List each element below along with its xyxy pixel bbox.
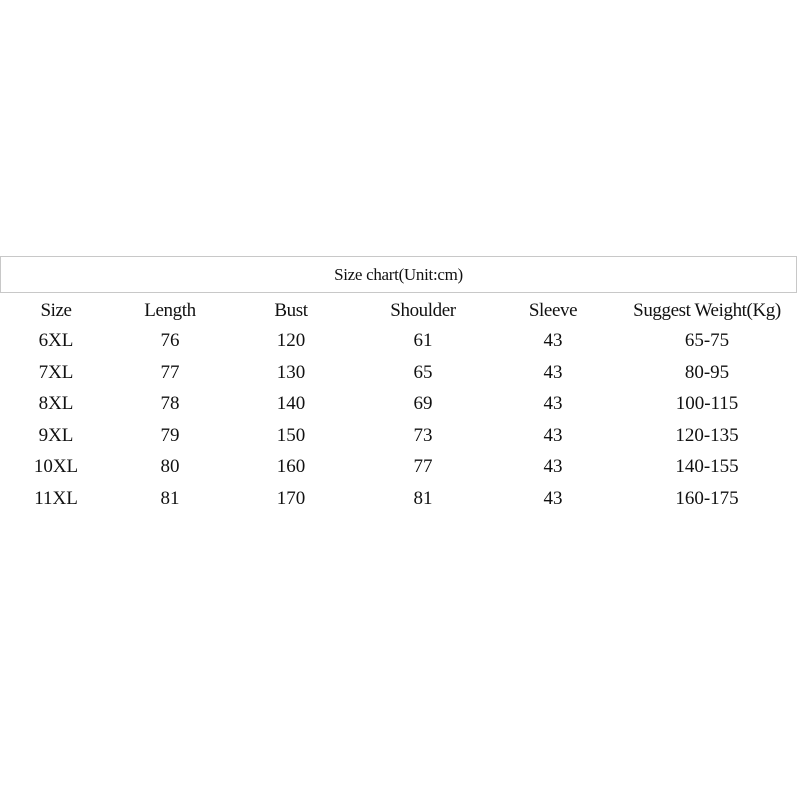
cell-size: 7XL [38,361,74,383]
cell-bust: 130 [276,361,306,383]
cell-length: 79 [160,424,180,446]
cell-size: 10XL [33,456,79,478]
cell-suggest-weight: 80-95 [684,361,730,383]
cell-shoulder: 69 [413,393,433,415]
cell-suggest-weight: 65-75 [684,330,730,351]
cell-bust: 150 [276,424,306,446]
size-chart-title: Size chart(Unit:cm) [0,256,797,293]
cell-shoulder: 77 [413,456,433,478]
header-sleeve: Sleeve [528,300,578,321]
table-row [0,484,800,516]
cell-sleeve: 43 [543,424,563,446]
cell-sleeve: 43 [543,393,563,415]
size-table [0,296,800,516]
table-row [0,358,800,390]
header-shoulder: Shoulder [390,300,456,321]
cell-sleeve: 43 [543,487,563,509]
cell-suggest-weight: 140-155 [675,456,739,478]
header-size: Size [40,300,72,321]
cell-shoulder: 73 [413,424,433,446]
cell-suggest-weight: 160-175 [675,487,739,509]
cell-size: 8XL [38,393,74,415]
cell-length: 76 [160,330,180,351]
cell-bust: 170 [276,487,306,509]
cell-suggest-weight: 120-135 [675,424,739,446]
cell-shoulder: 61 [413,330,433,351]
cell-size: 9XL [38,424,74,446]
table-header-row [0,296,800,326]
cell-length: 78 [160,393,180,415]
cell-bust: 120 [276,330,306,351]
table-row [0,326,800,358]
header-suggest-weight: Suggest Weight(Kg) [633,300,781,321]
cell-sleeve: 43 [543,456,563,478]
header-bust: Bust [274,300,308,321]
cell-sleeve: 43 [543,361,563,383]
table-row [0,389,800,421]
table-row [0,452,800,484]
cell-length: 80 [160,456,180,478]
cell-bust: 160 [276,456,306,478]
cell-size: 11XL [34,487,78,509]
cell-shoulder: 81 [413,487,433,509]
cell-bust: 140 [276,393,306,415]
header-length: Length [144,300,196,321]
table-row [0,421,800,453]
cell-length: 81 [160,487,180,509]
cell-size: 6XL [38,330,74,351]
cell-shoulder: 65 [413,361,433,383]
cell-sleeve: 43 [543,330,563,351]
cell-suggest-weight: 100-115 [675,393,739,415]
cell-length: 77 [160,361,180,383]
